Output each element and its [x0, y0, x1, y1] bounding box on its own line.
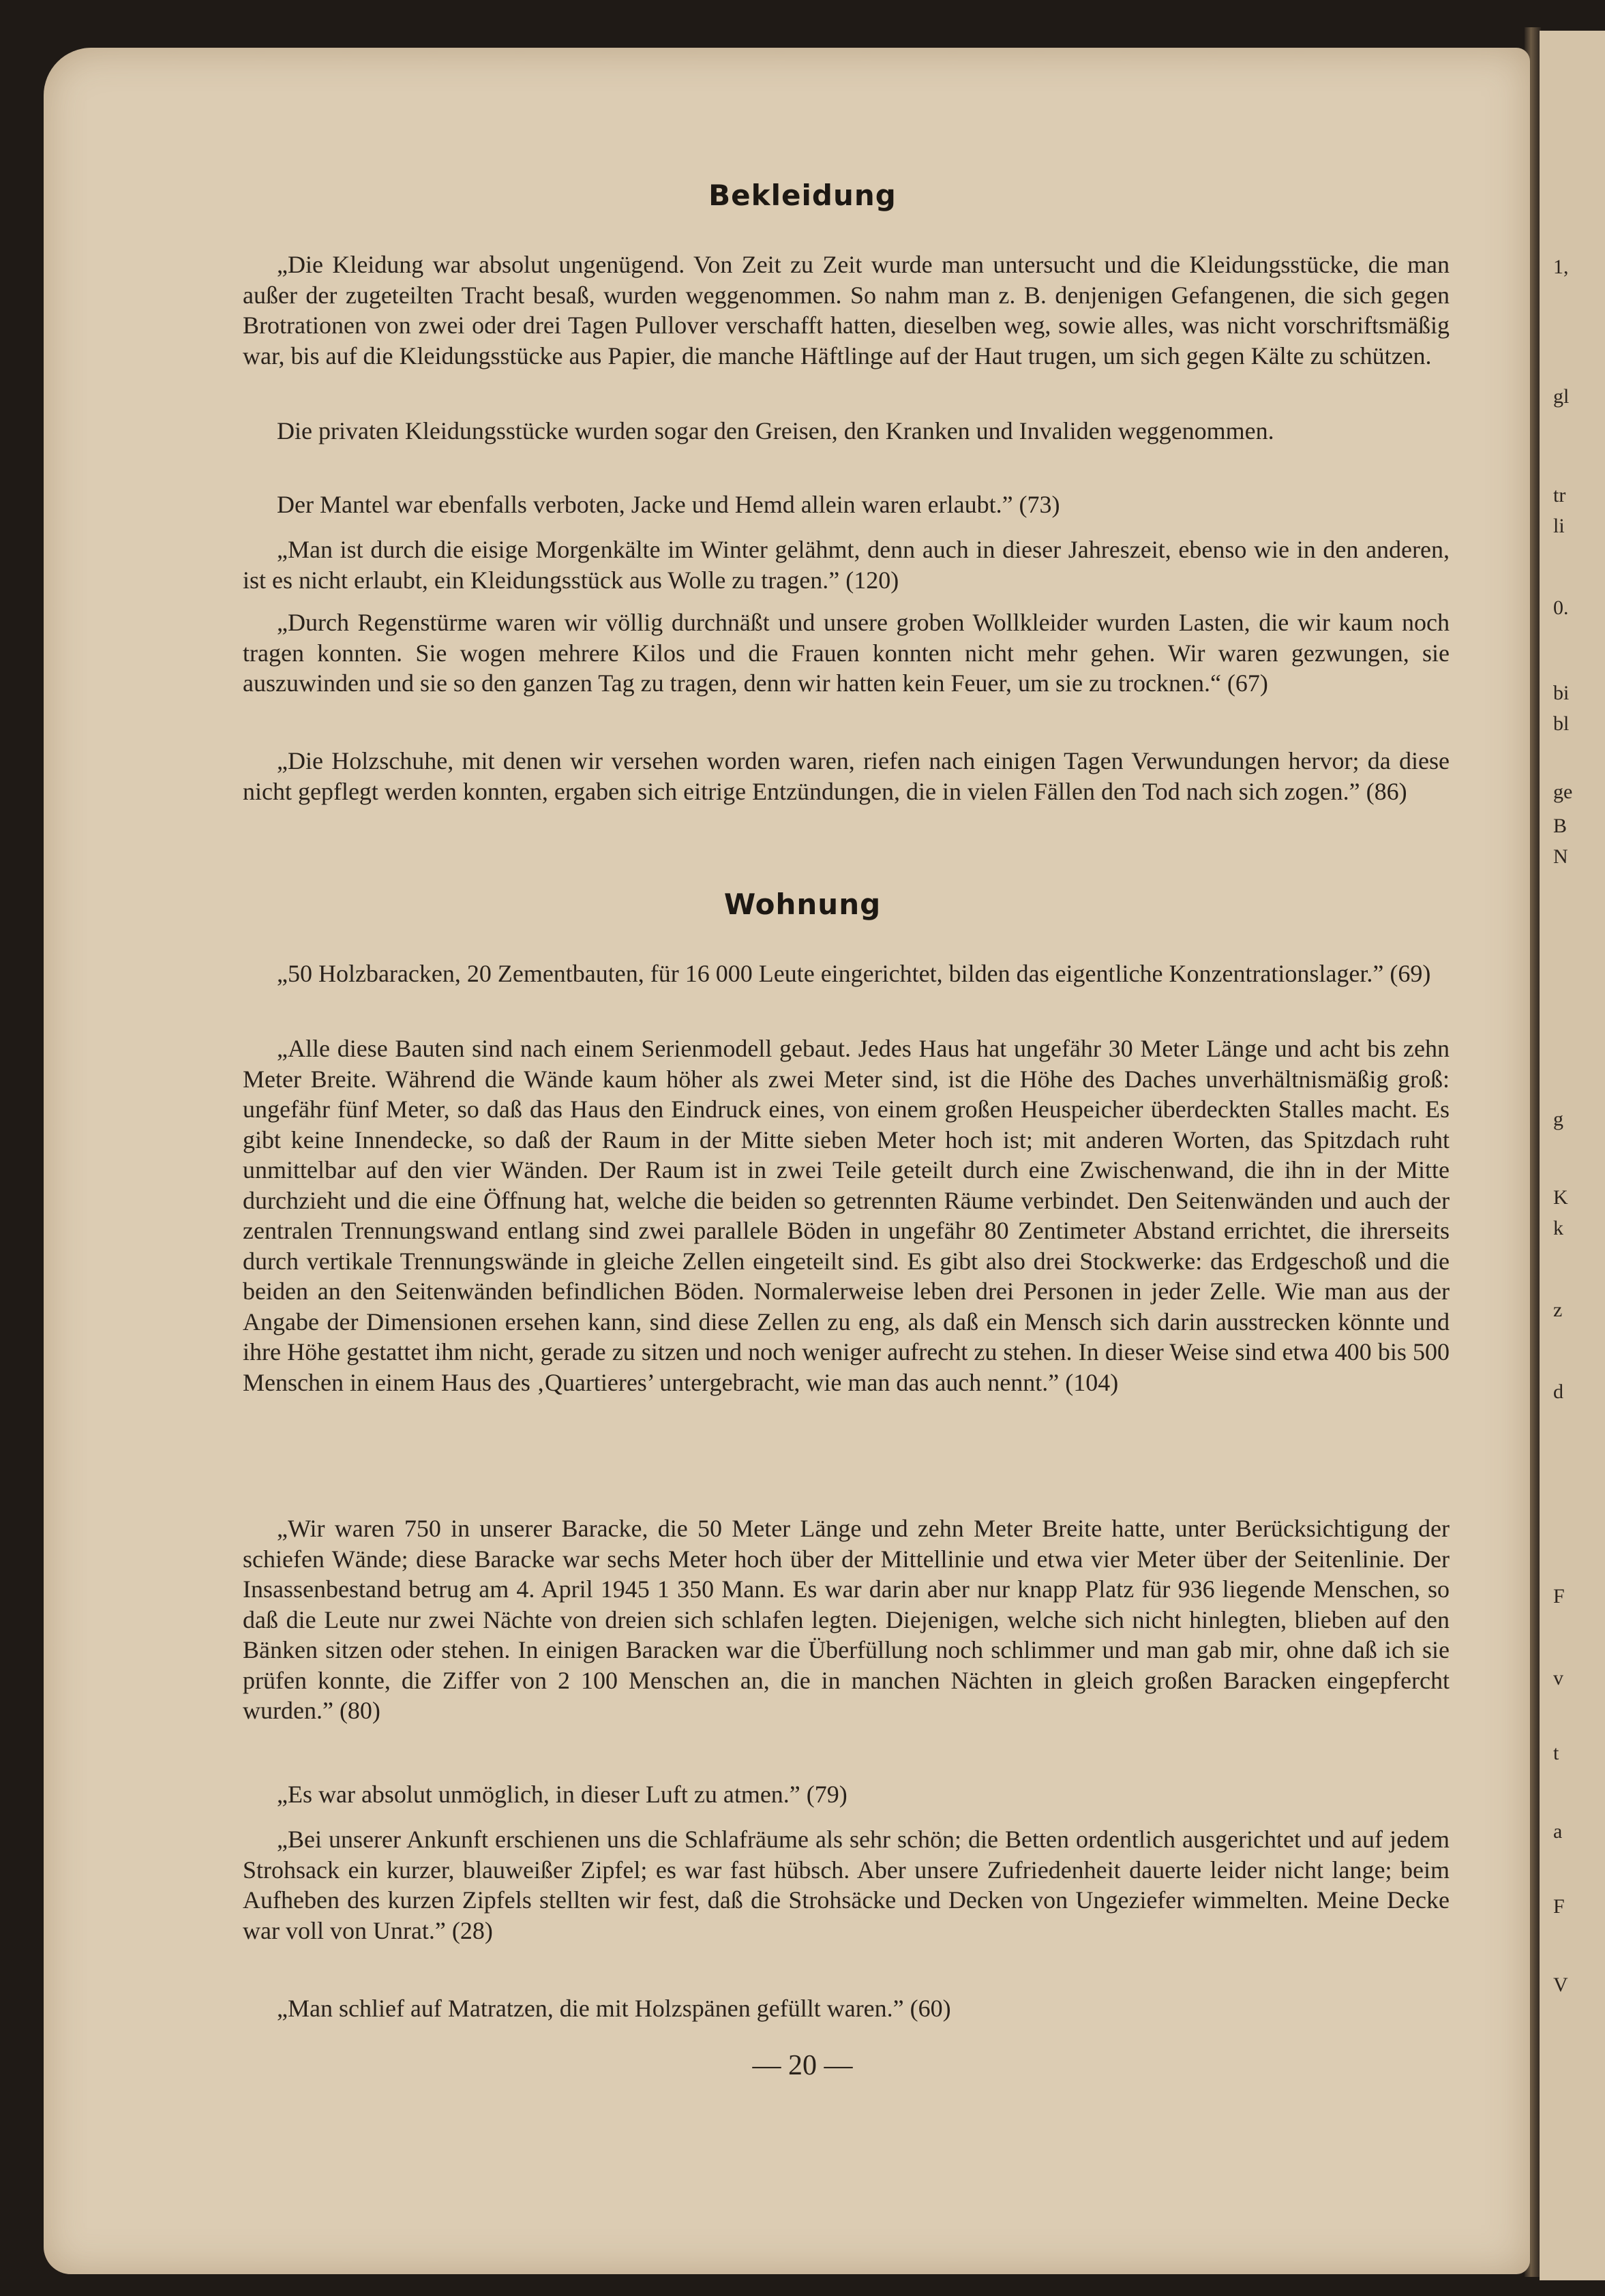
- adjacent-fragment: z: [1553, 1299, 1563, 1321]
- paragraph: „Es war absolut unmöglich, in dieser Luft zu atmen.” (79): [277, 1781, 847, 1808]
- adjacent-page-edge: [1540, 31, 1605, 2280]
- section-title-wohnung: Wohnung: [723, 888, 882, 921]
- adjacent-fragment: F: [1553, 1895, 1565, 1918]
- adjacent-fragment: v: [1553, 1667, 1563, 1689]
- paragraph: „Man schlief auf Matratzen, die mit Holzspänen gefüllt waren.” (60): [277, 1995, 951, 2022]
- adjacent-fragment: t: [1553, 1742, 1559, 1764]
- paragraph: „Die Holzschuhe, mit denen wir versehen worden waren, riefen nach einigen Tagen Verwundungen hervor; da diese nicht gepflegt werden konnten, ergaben sich eitrige Entzündungen, die in vielen Fällen den Tod nach sich zogen.” (86): [243, 747, 1450, 805]
- paragraph: „50 Holzbaracken, 20 Zementbauten, für 16 000 Leute eingerichtet, bilden das eigentliche Konzentrationslager.” (69): [277, 960, 1431, 987]
- adjacent-fragment: a: [1553, 1820, 1563, 1843]
- paragraph: Der Mantel war ebenfalls verboten, Jacke und Hemd allein waren erlaubt.” (73): [277, 491, 1060, 518]
- adjacent-fragment: g: [1553, 1108, 1563, 1130]
- adjacent-fragment: d: [1553, 1380, 1563, 1403]
- adjacent-fragment: bl: [1553, 712, 1570, 735]
- section-title-bekleidung: Bekleidung: [708, 179, 897, 212]
- paragraph: „Die Kleidung war absolut ungenügend. Von Zeit zu Zeit wurde man untersucht und die Kleidungsstücke, die man außer der zugeteilten Tracht besaß, wurden weggenommen. So nahm man z. B. denjenigen Gefangenen, die sich gegen Brotrationen von zwei oder drei Tagen Pullover verschafft hatten, dieselben weg, sowie alles, was nicht vorschriftsmäßig war, bis auf die Kleidungsstücke aus Papier, die manche Häftlinge auf der Haut trugen, um sich gegen Kälte zu schützen.: [243, 251, 1450, 369]
- adjacent-fragment: ge: [1553, 781, 1573, 803]
- adjacent-fragment: tr: [1553, 484, 1566, 507]
- paragraph: „Durch Regenstürme waren wir völlig durchnäßt und unsere groben Wollkleider wurden Lasten, die wir kaum noch tragen konnten. Sie wogen mehrere Kilos und die Frauen konnten nicht mehr gehen. Wir waren gezwungen, sie auszuwinden und sie so den ganzen Tag zu tragen, denn wir hatten kein Feuer, um sie zu trocknen.“ (67): [243, 609, 1450, 697]
- page-number: — 20 —: [752, 2050, 853, 2081]
- paragraph: „Wir waren 750 in unserer Baracke, die 50 Meter Länge und zehn Meter Breite hatte, unter Berücksichtigung der schiefen Wände; diese Baracke war sechs Meter hoch über der Mittellinie und etwa vier Meter über der Seitenlinie. Der Insassenbestand betrug am 4. April 1945 1 350 Mann. Es war darin aber nur knapp Platz für 936 liegende Menschen, so daß die Leute nur zwei Nächte von dreien sich schlafen legten. Diejenigen, welche sich nicht hinlegten, blieben auf den Bänken sitzen oder stehen. In einigen Baracken war die Überfüllung noch schlimmer und man gab mir, ohne daß ich sie prüfen konnte, die Ziffer von 2 100 Menschen an, die in manchen Nächten in gleich großen Baracken eingepfercht wurden.” (80): [243, 1515, 1450, 1724]
- paragraph: „Bei unserer Ankunft erschienen uns die Schlafräume als sehr schön; die Betten ordentlich ausgerichtet und auf jedem Strohsack ein kurzer, blauweißer Zipfel; es war fast hübsch. Aber unsere Zufriedenheit dauerte leider nicht lange; beim Aufheben des kurzen Zipfels stellten wir fest, daß die Strohsäcke und Decken von Ungeziefer wimmelten. Meine Decke war voll von Unrat.” (28): [243, 1826, 1450, 1944]
- adjacent-fragment: 0.: [1553, 596, 1569, 619]
- adjacent-fragment: 1,: [1553, 256, 1569, 278]
- adjacent-fragment: V: [1553, 1974, 1568, 1996]
- adjacent-fragment: bi: [1553, 682, 1570, 704]
- adjacent-fragment: N: [1553, 845, 1568, 868]
- paragraph: „Alle diese Bauten sind nach einem Serienmodell gebaut. Jedes Haus hat ungefähr 30 Meter Länge und acht bis zehn Meter Breite. Während die Wände kaum höher als zwei Meter sind, ist die Höhe des Daches unverhältnismäßig groß: ungefähr fünf Meter, so daß das Haus den Eindruck eines, von einem großen Heuspeicher überdeckten Stalles macht. Es gibt keine Innendecke, so daß der Raum in der Mitte sieben Meter hoch ist; mit anderen Worten, das Spitzdach ruht unmittelbar auf den vier Wänden. Der Raum ist in zwei Teile geteilt durch eine Zwischenwand, die ihn in der Mitte durchzieht und die eine Öffnung hat, welche die beiden so getrennten Räume verbindet. Den Seitenwänden und auch der zentralen Trennungswand entlang sind zwei parallele Böden in ungefähr 80 Zentimeter Abstand errichtet, die ihrerseits durch vertikale Trennungswände in gleiche Zellen eingeteilt sind. Es gibt also drei Stockwerke: das Erdgeschoß und die beiden an den Seitenwänden befindlichen Böden. Normalerweise leben drei Personen in jeder Zelle. Wie man aus der Angabe der Dimensionen ersehen kann, sind diese Zellen zu eng, als daß ein Mensch sich darin ausstrecken könnte und ihre Höhe gestattet ihm nicht, gerade zu sitzen und noch weniger aufrecht zu stehen. In dieser Weise sind etwa 400 bis 500 Menschen in einem Haus des ‚Quartieres’ untergebracht, wie man das auch nennt.” (104): [243, 1035, 1450, 1396]
- adjacent-fragment: li: [1553, 515, 1565, 537]
- adjacent-fragment: gl: [1553, 385, 1570, 408]
- adjacent-fragment: F: [1553, 1585, 1565, 1607]
- adjacent-fragment: B: [1553, 815, 1567, 837]
- adjacent-fragment: k: [1553, 1217, 1563, 1239]
- paragraph: Die privaten Kleidungsstücke wurden sogar den Greisen, den Kranken und Invaliden weggenommen.: [277, 417, 1274, 444]
- paragraph: „Man ist durch die eisige Morgenkälte im Winter gelähmt, denn auch in dieser Jahreszeit, ebenso wie in den anderen, ist es nicht erlaubt, ein Kleidungsstück aus Wolle zu tragen.” (120): [243, 536, 1450, 594]
- adjacent-fragment: K: [1553, 1186, 1568, 1209]
